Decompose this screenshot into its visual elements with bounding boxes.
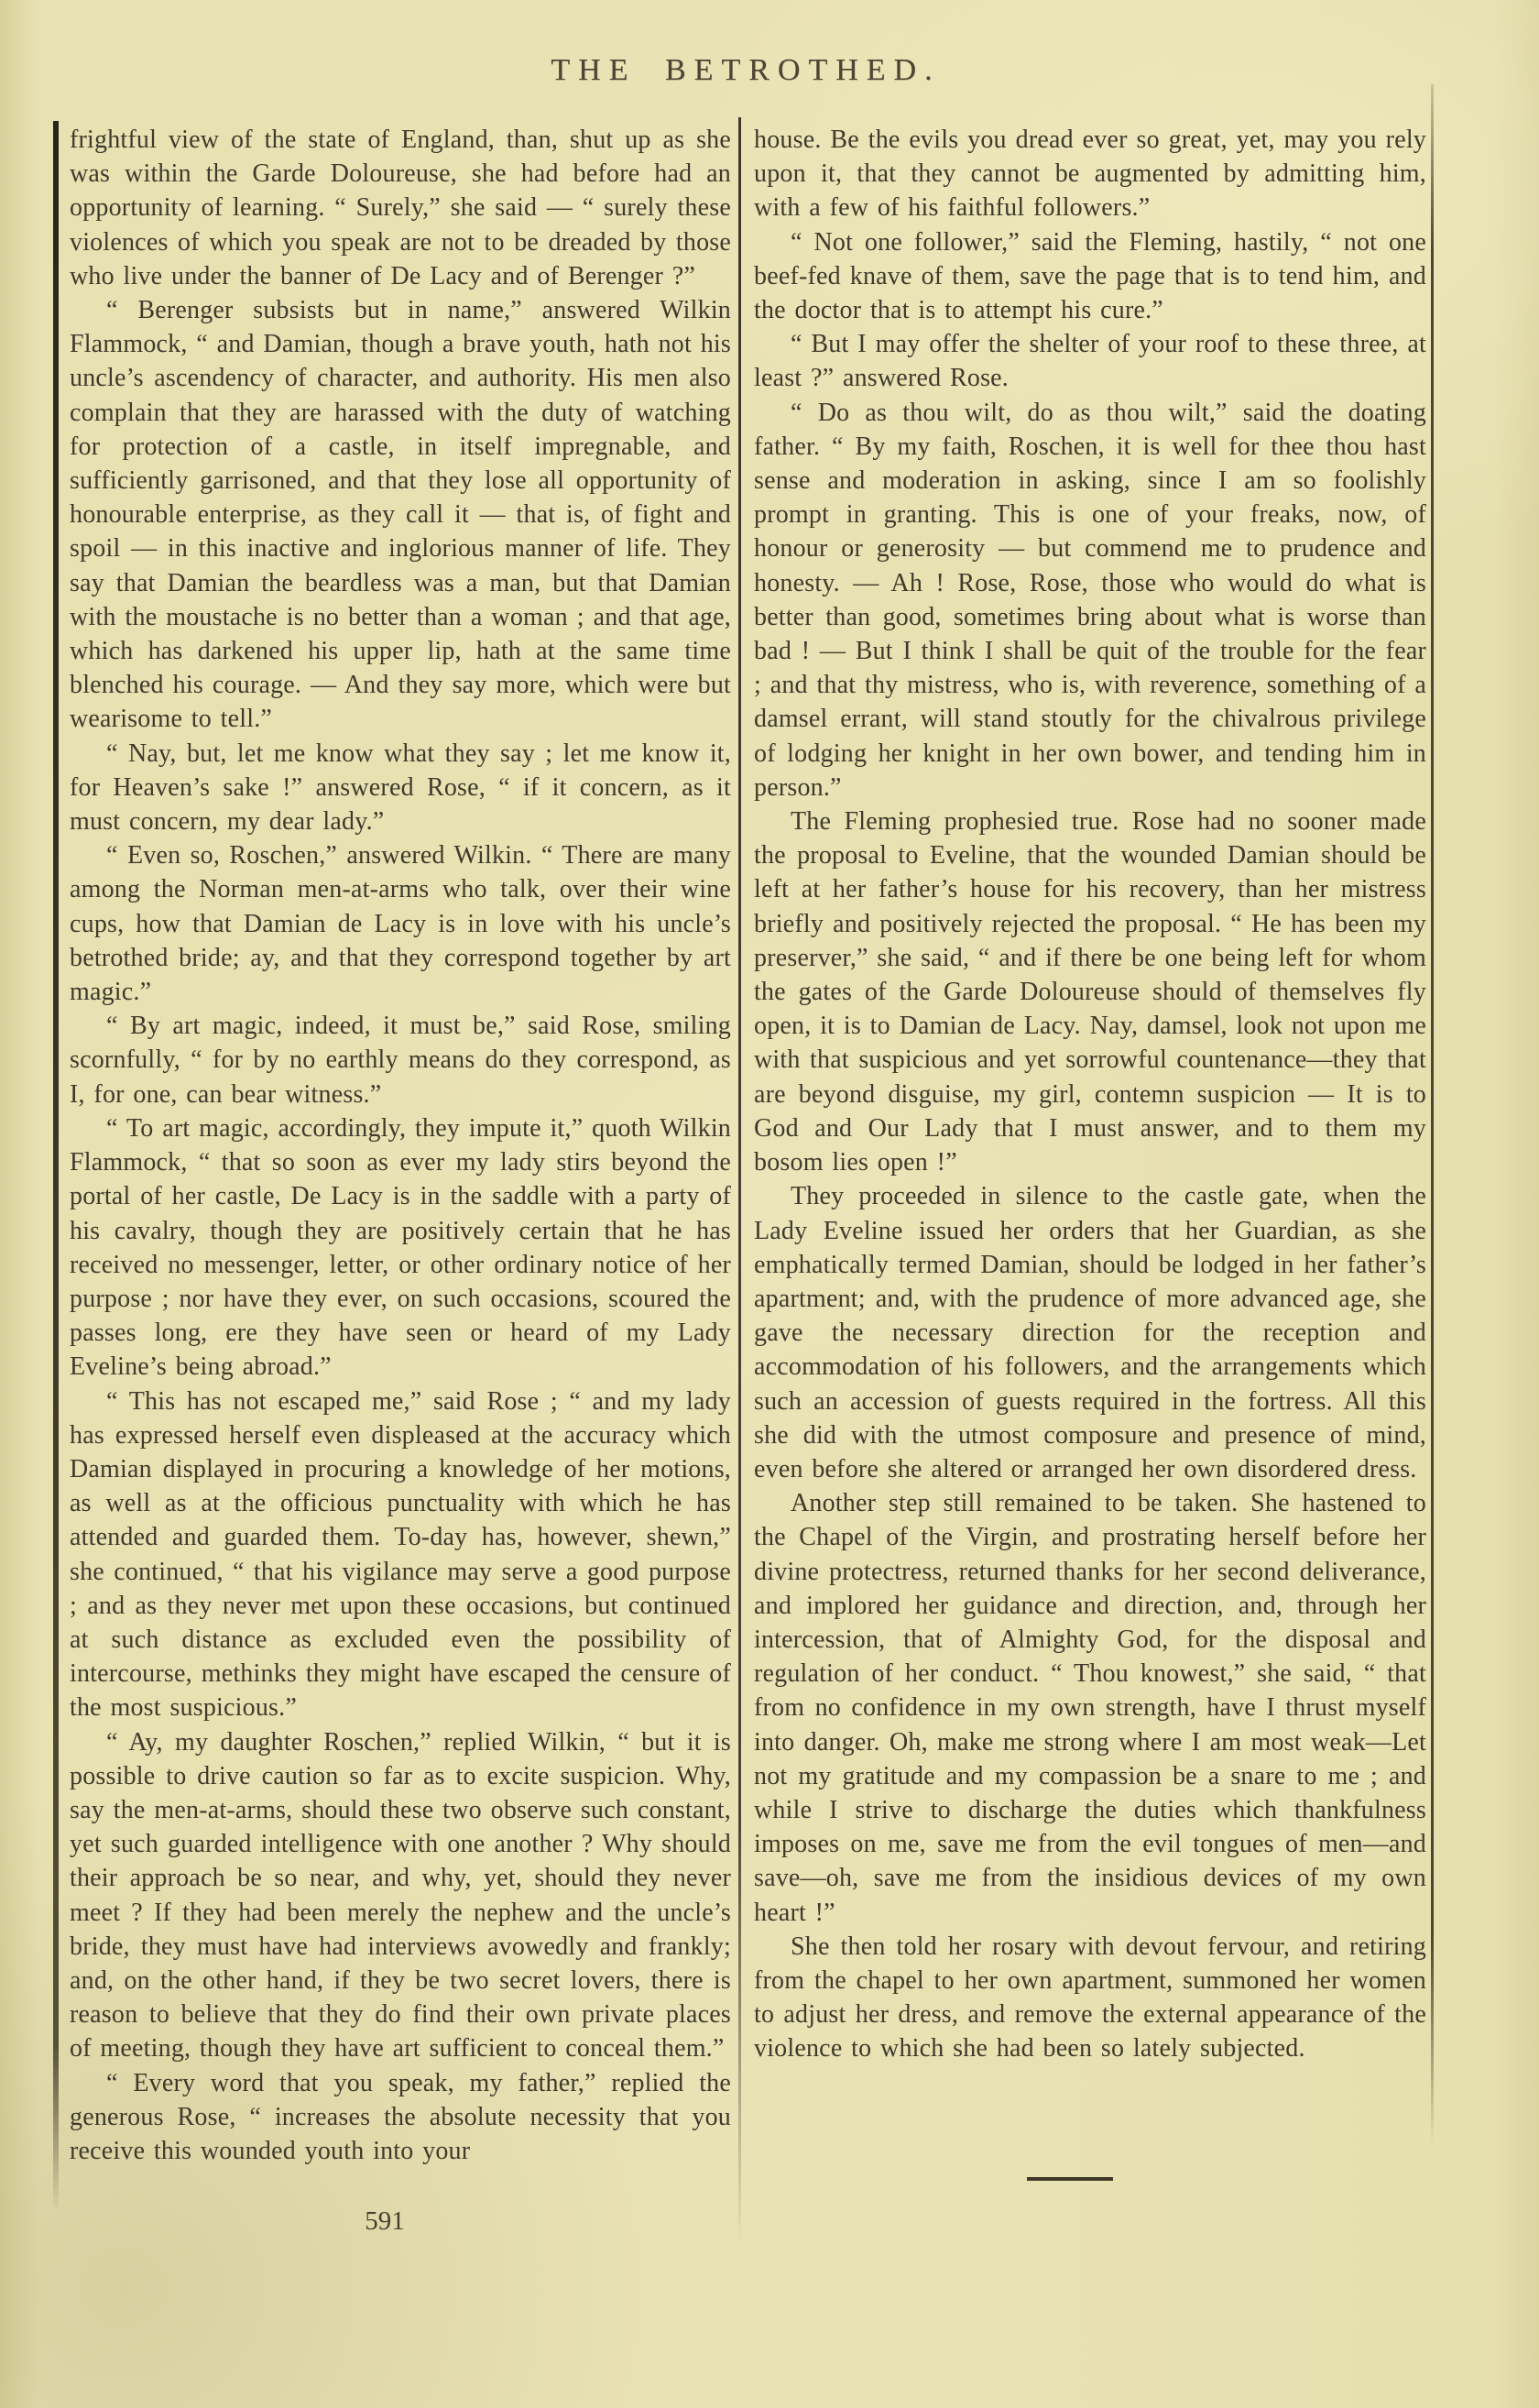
- paragraph: The Fleming prophesied true. Rose had no sooner made the proposal to Eveline, that the wounded Damian should be left at her father’s house for his recovery, than her mistress briefly and positively rejected the proposal. “ He has been my preserver,” she said, “ and if there be one being left for whom the gates of the Garde Doloureuse should of themselves fly open, it is to Damian de Lacy. Nay, damsel, look not upon me with that suspicious and yet sorrowful countenance—they that are beyond disguise, my girl, contemn suspicion — It is to God and Our Lady that I must answer, and to them my bosom lies open !”: [754, 807, 1426, 1177]
- right-text-column: [754, 123, 1426, 2066]
- page-number: 591: [365, 2206, 405, 2236]
- paragraph: “ But I may offer the shelter of your roof to these three, at least ?” answered Rose.: [754, 330, 1426, 393]
- paragraph: house. Be the evils you dread ever so great, yet, may you rely upon it, that they cannot be augmented by admitting him, with a few of his faithful followers.”: [754, 126, 1426, 223]
- paragraph: “ Do as thou wilt, do as thou wilt,” said the doating father. “ By my faith, Roschen, it is well for thee thou hast sense and moderation in asking, since I am so foolishly prompt in granting. This is one of your freaks, now, of honour or generosity — but commend me to prudence and honesty. — Ah ! Rose, Rose, those who would do what is better than good, sometimes bring about what is worse than bad ! — But I think I shall be quit of the trouble for the fear ; and that thy mistress, who is, with reverence, something of a damsel errant, will stand stoutly for the chivalrous privilege of lodging her knight in her own bower, and tending him in person.”: [754, 398, 1426, 802]
- paragraph: “ Even so, Roschen,” answered Wilkin. “ There are many among the Norman men-at-arms who talk, over their wine cups, how that Damian de Lacy is in love with his uncle’s betrothed bride; ay, and that they correspond together by art magic.”: [70, 841, 731, 1007]
- paragraph: “ To art magic, accordingly, they impute it,” quoth Wilkin Flammock, “ that so soon as ever my lady stirs beyond the portal of her castle, De Lacy is in the saddle with a party of his cavalry, though they are positively certain that he has received no messenger, letter, or other ordinary notice of her purpose ; nor have they ever, on such occasions, scoured the passes long, ere they have seen or heard of my Lady Eveline’s being abroad.”: [70, 1113, 731, 1382]
- left-text-column: [70, 123, 731, 2168]
- right-margin-rule: [1431, 84, 1434, 2144]
- page-header-title: THE BETROTHED.: [551, 53, 941, 87]
- paragraph: “ Nay, but, let me know what they say ; let me know it, for Heaven’s sake !” answered Rose, “ if it concern, as it must concern, my dear lady.”: [70, 739, 731, 837]
- paragraph: “ This has not escaped me,” said Rose ; “ and my lady has expressed herself even displeased at the accuracy which Damian displayed in procuring a knowledge of her motions, as well as at the officious punctuality with which he has attended and guarded them. To-day has, however, shewn,” she continued, “ that his vigilance may serve a good purpose ; and as they never met upon these occasions, but continued at such distance as excluded even the possibility of intercourse, methinks they might have escaped the censure of the most suspicious.”: [70, 1386, 731, 1723]
- paragraph: frightful view of the state of England, than, shut up as she was within the Garde Doloureuse, she had before had an opportunity of learning. “ Surely,” she said — “ surely these violences of which you speak are not to be dreaded by those who live under the banner of De Lacy and of Berenger ?”: [70, 126, 731, 290]
- paragraph: “ Not one follower,” said the Fleming, hastily, “ not one beef-fed knave of them, save the page that is to tend him, and the doctor that is to attempt his cure.”: [754, 227, 1426, 325]
- paragraph: “ Every word that you speak, my father,” replied the generous Rose, “ increases the absolute necessity that you receive this wounded youth into your: [70, 2068, 731, 2165]
- left-margin-rule: [53, 121, 59, 2212]
- section-end-divider: [1027, 2177, 1113, 2181]
- paragraph: They proceeded in silence to the castle gate, when the Lady Eveline issued her orders that her Guardian, as she emphatically termed Damian, should be lodged in her father’s apartment; and, with the prudence of more advanced age, she gave the necessary direction for the reception and accommodation of his followers, and the arrangements which such an accession of guests required in the fortress. All this she did with the utmost composure and presence of mind, even before she altered or arranged her own disordered dress.: [754, 1182, 1426, 1483]
- paragraph: “ Ay, my daughter Roschen,” replied Wilkin, “ but it is possible to drive caution so far as to excite suspicion. Why, say the men-at-arms, should these two observe such constant, yet such guarded intelligence with one another ? Why should their approach be so near, and why, yet, should they never meet ? If they had been merely the nephew and the uncle’s bride, they must have had interviews avowedly and frankly; and, on the other hand, if they be two secret lovers, there is reason to believe that they do find their own private places of meeting, though they have art sufficient to conceal them.”: [70, 1727, 731, 2063]
- paragraph: “ Berenger subsists but in name,” answered Wilkin Flammock, “ and Damian, though a brave youth, hath not his uncle’s ascendency of character, and authority. His men also complain that they are harassed with the duty of watching for protection of a castle, in itself impregnable, and sufficiently garrisoned, and that they lose all opportunity of honourable enterprise, as they call it — that is, of fight and spoil — in this inactive and inglorious manner of life. They say that Damian the beardless was a man, but that Damian with the moustache is no better than a woman ; and that age, which has darkened his upper lip, hath at the same time blenched his courage. — And they say more, which were but wearisome to tell.”: [70, 296, 731, 734]
- paragraph: Another step still remained to be taken. She hastened to the Chapel of the Virgin, and prostrating herself before her divine protectress, returned thanks for her second deliverance, and implored her guidance and direction, and, through her intercession, that of Almighty God, for the disposal and regulation of her conduct. “ Thou knowest,” she said, “ that from no confidence in my own strength, have I thrust myself into danger. Oh, make me strong where I am most weak—Let not my gratitude and my compassion be a snare to me ; and while I strive to discharge the duties which thankfulness imposes on me, save me from the evil tongues of men—and save—oh, save me from the insidious devices of my own heart !”: [754, 1489, 1426, 1927]
- paragraph: She then told her rosary with devout fervour, and retiring from the chapel to her own apartment, summoned her women to adjust her dress, and remove the external appearance of the violence to which she had been so lately subjected.: [754, 1932, 1426, 2063]
- paragraph: “ By art magic, indeed, it must be,” said Rose, smiling scornfully, “ for by no earthly means do they correspond, as I, for one, can bear witness.”: [70, 1012, 731, 1109]
- column-divider-rule: [738, 117, 741, 2247]
